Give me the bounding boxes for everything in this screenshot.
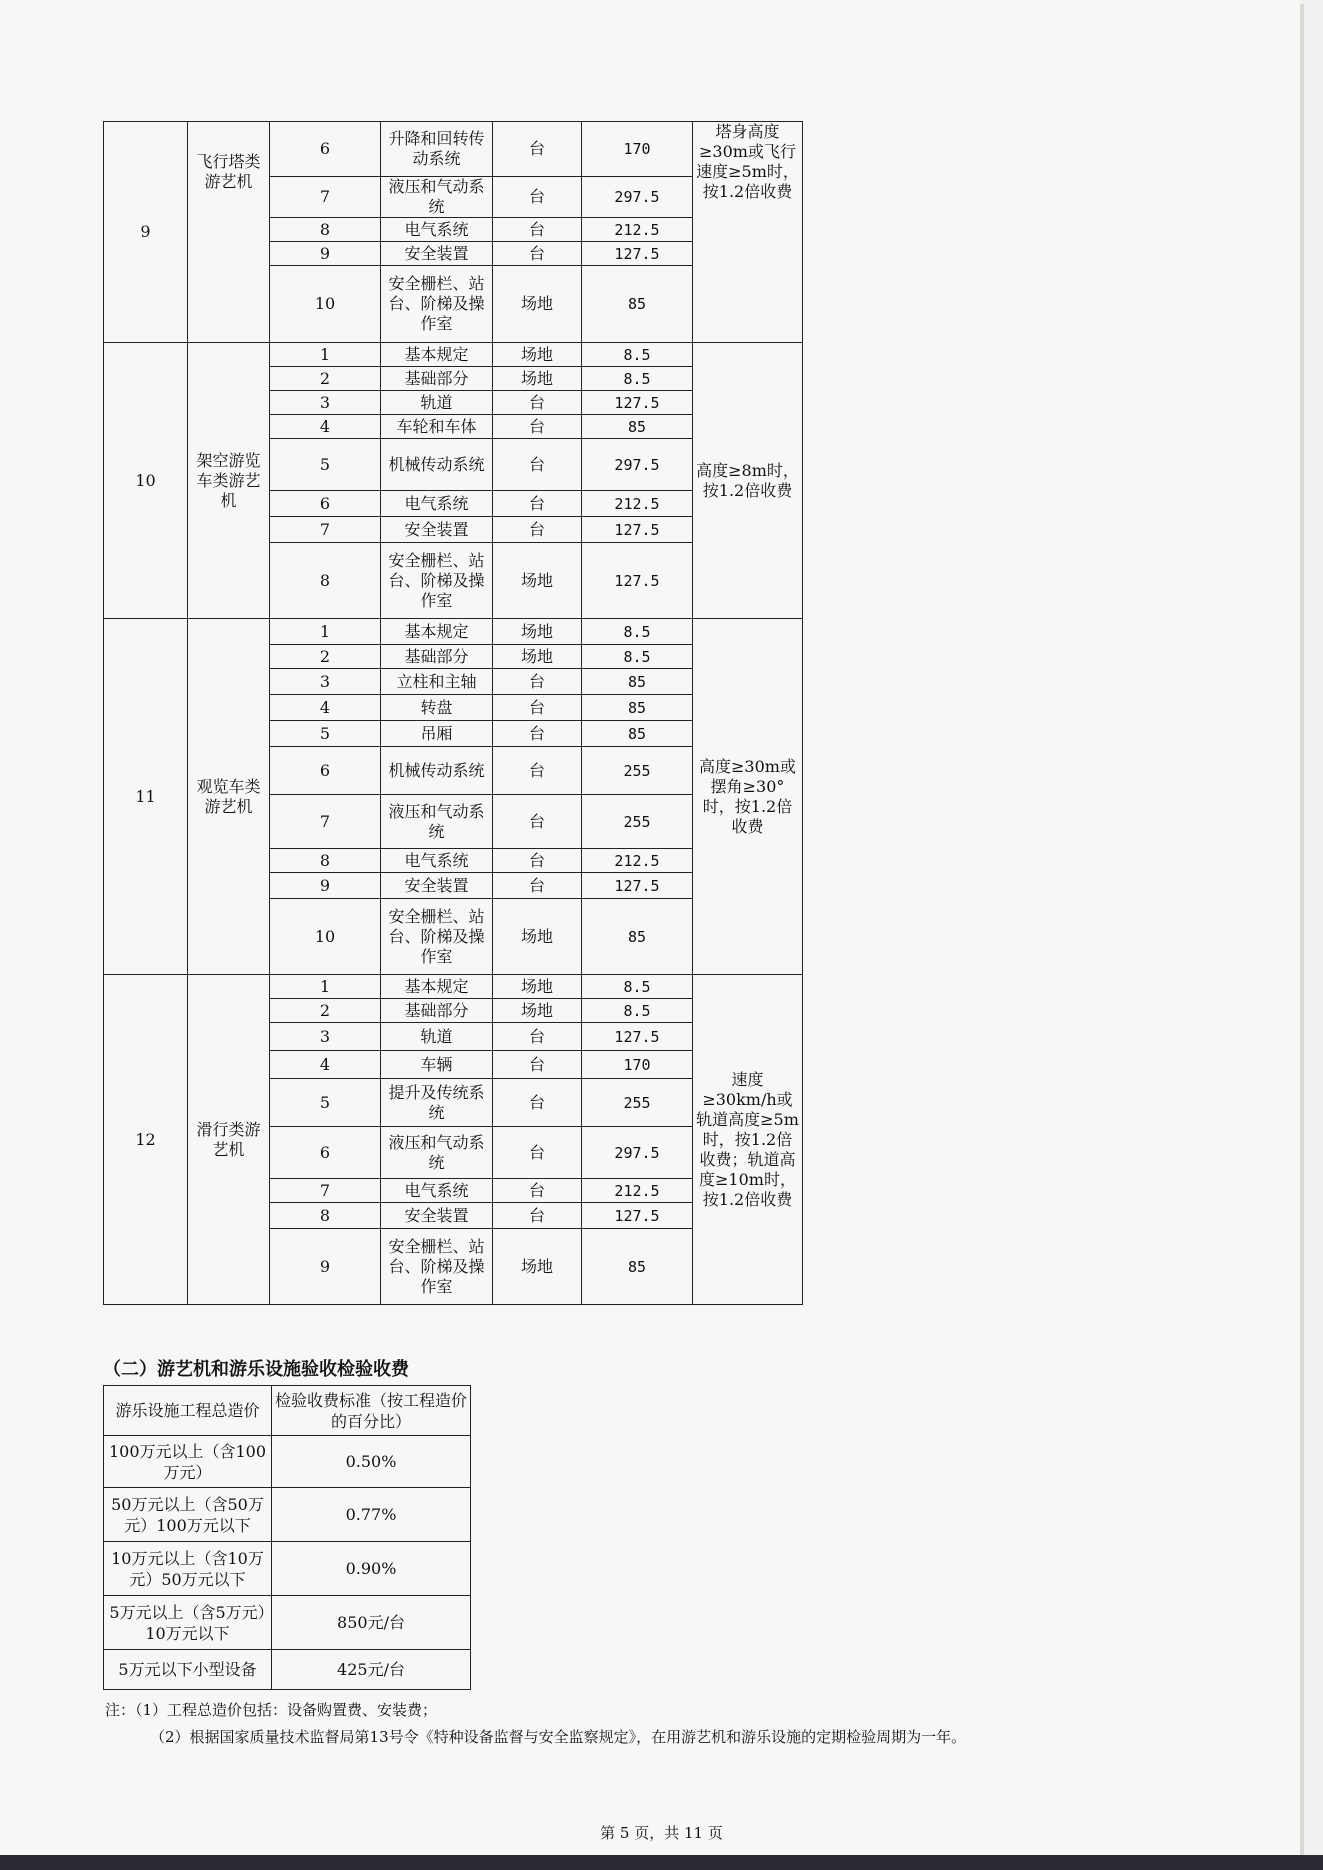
column-header: 游乐设施工程总造价 — [104, 1386, 272, 1436]
page-number: 第 5 页，共 11 页 — [600, 1824, 723, 1842]
cost-range: 10万元以上（含10万元）50万元以下 — [104, 1542, 272, 1596]
item-no: 3 — [270, 391, 381, 415]
cost-range: 5万元以下小型设备 — [104, 1650, 272, 1690]
item-name: 机械传动系统 — [381, 747, 493, 795]
item-fee: 127.5 — [582, 1203, 693, 1229]
item-no: 10 — [270, 899, 381, 975]
item-no: 5 — [270, 439, 381, 491]
item-name: 基础部分 — [381, 367, 493, 391]
item-no: 6 — [270, 1127, 381, 1179]
cost-range: 50万元以上（含50万元）100万元以下 — [104, 1488, 272, 1542]
acceptance-fee-table — [103, 1385, 471, 1690]
item-fee: 85 — [582, 415, 693, 439]
item-name: 车辆 — [381, 1051, 493, 1079]
notes — [105, 1697, 966, 1751]
item-unit: 场地 — [493, 266, 582, 343]
item-unit: 场地 — [493, 543, 582, 619]
item-no: 4 — [270, 695, 381, 721]
item-unit: 台 — [493, 1179, 582, 1203]
item-fee: 127.5 — [582, 242, 693, 266]
table-header-row — [104, 1386, 471, 1436]
table-row — [104, 1542, 471, 1596]
group-id: 9 — [104, 122, 188, 343]
item-name: 吊厢 — [381, 721, 493, 747]
item-name: 电气系统 — [381, 849, 493, 873]
item-fee: 8.5 — [582, 343, 693, 367]
fee-rate: 0.90% — [272, 1542, 471, 1596]
item-unit: 台 — [493, 491, 582, 517]
group-remark: 塔身高度≥30m或飞行速度≥5m时，按1.2倍收费 — [693, 122, 803, 343]
item-no: 7 — [270, 1179, 381, 1203]
item-no: 5 — [270, 1079, 381, 1127]
item-no: 6 — [270, 491, 381, 517]
cost-range: 100万元以上（含100万元） — [104, 1436, 272, 1488]
item-no: 1 — [270, 619, 381, 645]
inspection-fee-table — [103, 121, 803, 1305]
item-fee: 8.5 — [582, 999, 693, 1023]
item-fee: 255 — [582, 1079, 693, 1127]
item-fee: 212.5 — [582, 218, 693, 242]
group-remark: 速度≥30km/h或轨道高度≥5m时，按1.2倍收费；轨道高度≥10m时，按1.2倍收费 — [693, 975, 803, 1305]
item-unit: 台 — [493, 517, 582, 543]
fee-rate: 850元/台 — [272, 1596, 471, 1650]
group-name: 飞行塔类游艺机 — [188, 122, 270, 343]
item-unit: 台 — [493, 1051, 582, 1079]
table-row — [104, 1596, 471, 1650]
group-name: 观览车类游艺机 — [188, 619, 270, 975]
item-unit: 场地 — [493, 899, 582, 975]
item-name: 轨道 — [381, 391, 493, 415]
item-unit: 场地 — [493, 645, 582, 669]
item-unit: 场地 — [493, 975, 582, 999]
page-edge-shadow — [0, 1855, 1323, 1870]
item-no: 8 — [270, 543, 381, 619]
item-name: 基本规定 — [381, 343, 493, 367]
item-no: 1 — [270, 975, 381, 999]
item-name: 机械传动系统 — [381, 439, 493, 491]
item-fee: 255 — [582, 795, 693, 849]
item-fee: 85 — [582, 1229, 693, 1305]
item-fee: 212.5 — [582, 849, 693, 873]
group-name: 滑行类游艺机 — [188, 975, 270, 1305]
item-name: 安全栅栏、站台、阶梯及操作室 — [381, 1229, 493, 1305]
table-row — [104, 975, 803, 999]
item-no: 9 — [270, 242, 381, 266]
item-fee: 212.5 — [582, 1179, 693, 1203]
item-fee: 127.5 — [582, 873, 693, 899]
item-fee: 127.5 — [582, 391, 693, 415]
item-unit: 台 — [493, 218, 582, 242]
item-fee: 8.5 — [582, 619, 693, 645]
item-unit: 台 — [493, 1079, 582, 1127]
item-fee: 170 — [582, 122, 693, 177]
item-unit: 台 — [493, 1203, 582, 1229]
item-fee: 8.5 — [582, 367, 693, 391]
item-unit: 台 — [493, 849, 582, 873]
item-unit: 台 — [493, 1023, 582, 1051]
item-fee: 8.5 — [582, 645, 693, 669]
item-name: 升降和回转传动系统 — [381, 122, 493, 177]
item-no: 8 — [270, 218, 381, 242]
table-row — [104, 1436, 471, 1488]
item-no: 7 — [270, 177, 381, 218]
item-unit: 场地 — [493, 1229, 582, 1305]
item-fee: 127.5 — [582, 543, 693, 619]
item-fee: 85 — [582, 695, 693, 721]
item-name: 提升及传统系统 — [381, 1079, 493, 1127]
item-name: 车轮和车体 — [381, 415, 493, 439]
item-no: 2 — [270, 645, 381, 669]
table-row — [104, 619, 803, 645]
item-name: 液压和气动系统 — [381, 1127, 493, 1179]
item-fee: 212.5 — [582, 491, 693, 517]
fee-rate: 425元/台 — [272, 1650, 471, 1690]
item-unit: 台 — [493, 721, 582, 747]
item-name: 转盘 — [381, 695, 493, 721]
group-id: 10 — [104, 343, 188, 619]
item-name: 基础部分 — [381, 645, 493, 669]
item-name: 基本规定 — [381, 975, 493, 999]
table-row — [104, 343, 803, 367]
item-name: 基本规定 — [381, 619, 493, 645]
item-fee: 85 — [582, 899, 693, 975]
item-unit: 台 — [493, 747, 582, 795]
cost-range: 5万元以上（含5万元）10万元以下 — [104, 1596, 272, 1650]
column-header: 检验收费标准（按工程造价的百分比） — [272, 1386, 471, 1436]
section-title: （二）游艺机和游乐设施验收检验收费 — [103, 1359, 409, 1380]
fee-rate: 0.50% — [272, 1436, 471, 1488]
item-no: 6 — [270, 747, 381, 795]
item-no: 9 — [270, 1229, 381, 1305]
item-fee: 8.5 — [582, 975, 693, 999]
item-no: 2 — [270, 367, 381, 391]
item-unit: 台 — [493, 669, 582, 695]
item-name: 安全装置 — [381, 242, 493, 266]
item-fee: 297.5 — [582, 177, 693, 218]
item-unit: 台 — [493, 873, 582, 899]
item-no: 9 — [270, 873, 381, 899]
item-no: 2 — [270, 999, 381, 1023]
item-no: 3 — [270, 669, 381, 695]
group-remark: 高度≥8m时，按1.2倍收费 — [693, 343, 803, 619]
item-fee: 85 — [582, 721, 693, 747]
group-remark: 高度≥30m或摆角≥30°时，按1.2倍收费 — [693, 619, 803, 975]
item-name: 安全装置 — [381, 1203, 493, 1229]
table-row — [104, 122, 803, 177]
item-no: 6 — [270, 122, 381, 177]
note-2: （2）根据国家质量技术监督局第13号令《特种设备监督与安全监察规定》，在用游艺机和游乐设施的定期检验周期为一年。 — [150, 1728, 967, 1746]
item-unit: 台 — [493, 391, 582, 415]
item-unit: 台 — [493, 1127, 582, 1179]
item-name: 液压和气动系统 — [381, 795, 493, 849]
table-row — [104, 1488, 471, 1542]
item-unit: 台 — [493, 439, 582, 491]
item-name: 电气系统 — [381, 218, 493, 242]
item-name: 基础部分 — [381, 999, 493, 1023]
group-name: 架空游览车类游艺机 — [188, 343, 270, 619]
item-no: 5 — [270, 721, 381, 747]
item-no: 7 — [270, 517, 381, 543]
item-fee: 170 — [582, 1051, 693, 1079]
item-name: 轨道 — [381, 1023, 493, 1051]
item-no: 3 — [270, 1023, 381, 1051]
note-1: 注：（1）工程总造价包括：设备购置费、安装费； — [105, 1701, 438, 1719]
item-unit: 台 — [493, 415, 582, 439]
item-unit: 台 — [493, 122, 582, 177]
item-unit: 台 — [493, 242, 582, 266]
item-fee: 297.5 — [582, 1127, 693, 1179]
group-id: 12 — [104, 975, 188, 1305]
item-name: 安全装置 — [381, 517, 493, 543]
item-name: 电气系统 — [381, 491, 493, 517]
item-no: 4 — [270, 415, 381, 439]
item-unit: 场地 — [493, 367, 582, 391]
item-unit: 台 — [493, 177, 582, 218]
item-fee: 255 — [582, 747, 693, 795]
item-no: 8 — [270, 849, 381, 873]
item-fee: 127.5 — [582, 517, 693, 543]
fee-rate: 0.77% — [272, 1488, 471, 1542]
item-unit: 场地 — [493, 619, 582, 645]
item-unit: 台 — [493, 795, 582, 849]
item-unit: 台 — [493, 695, 582, 721]
item-fee: 85 — [582, 669, 693, 695]
item-fee: 297.5 — [582, 439, 693, 491]
item-name: 安全栅栏、站台、阶梯及操作室 — [381, 543, 493, 619]
item-unit: 场地 — [493, 999, 582, 1023]
item-unit: 场地 — [493, 343, 582, 367]
item-name: 安全装置 — [381, 873, 493, 899]
item-name: 安全栅栏、站台、阶梯及操作室 — [381, 899, 493, 975]
item-no: 10 — [270, 266, 381, 343]
item-name: 电气系统 — [381, 1179, 493, 1203]
item-no: 8 — [270, 1203, 381, 1229]
item-no: 4 — [270, 1051, 381, 1079]
item-name: 液压和气动系统 — [381, 177, 493, 218]
table-row — [104, 1650, 471, 1690]
item-name: 安全栅栏、站台、阶梯及操作室 — [381, 266, 493, 343]
item-no: 1 — [270, 343, 381, 367]
item-fee: 127.5 — [582, 1023, 693, 1051]
item-name: 立柱和主轴 — [381, 669, 493, 695]
item-fee: 85 — [582, 266, 693, 343]
item-no: 7 — [270, 795, 381, 849]
group-id: 11 — [104, 619, 188, 975]
